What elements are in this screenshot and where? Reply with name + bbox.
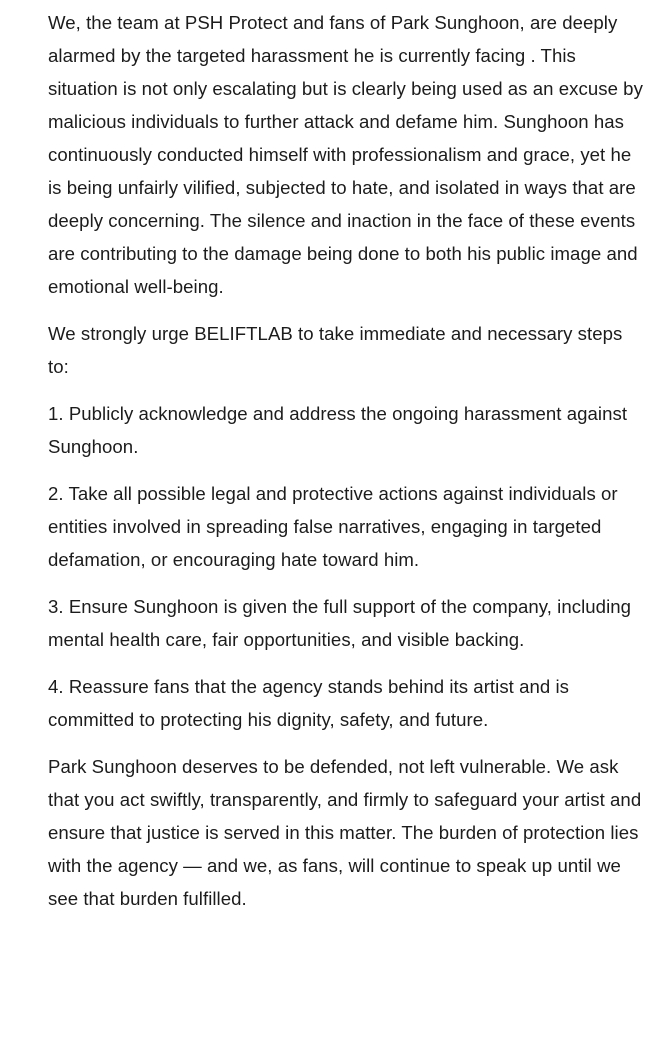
- intro-paragraph: We, the team at PSH Protect and fans of Park Sunghoon, are deeply alarmed by the targeted harassment he is currently facing . This situation is not only escalating but is clearly being used as an excuse by malicious individuals to further attack and defame him. Sunghoon has continuously conducted himself with professionalism and grace, yet he is being unfairly vilified, subjected to hate, and isolated in ways that are deeply concerning. The silence and inaction in the face of these events are contributing to the damage being done to both his public image and emotional well-being.: [48, 12, 643, 297]
- demand-item-4: 4. Reassure fans that the agency stands behind its artist and is committed to protecting his dignity, safety, and future.: [48, 676, 570, 730]
- statement-document: [48, 6, 648, 929]
- demand-item-1: 1. Publicly acknowledge and address the ongoing harassment against Sunghoon.: [48, 403, 628, 457]
- demand-item-2: 2. Take all possible legal and protective actions against individuals or entities involved in spreading false narratives, engaging in targeted defamation, or encouraging hate toward him.: [48, 483, 618, 570]
- urge-paragraph: We strongly urge BELIFTLAB to take immediate and necessary steps to:: [48, 323, 623, 377]
- closing-paragraph: Park Sunghoon deserves to be defended, not left vulnerable. We ask that you act swiftly, transparently, and firmly to safeguard your artist and ensure that justice is served in this matter. The burden of protection lies with the agency — and we, as fans, will continue to speak up until we see that burden fulfilled.: [48, 756, 642, 909]
- demand-item-3: 3. Ensure Sunghoon is given the full support of the company, including mental health care, fair opportunities, and visible backing.: [48, 596, 632, 650]
